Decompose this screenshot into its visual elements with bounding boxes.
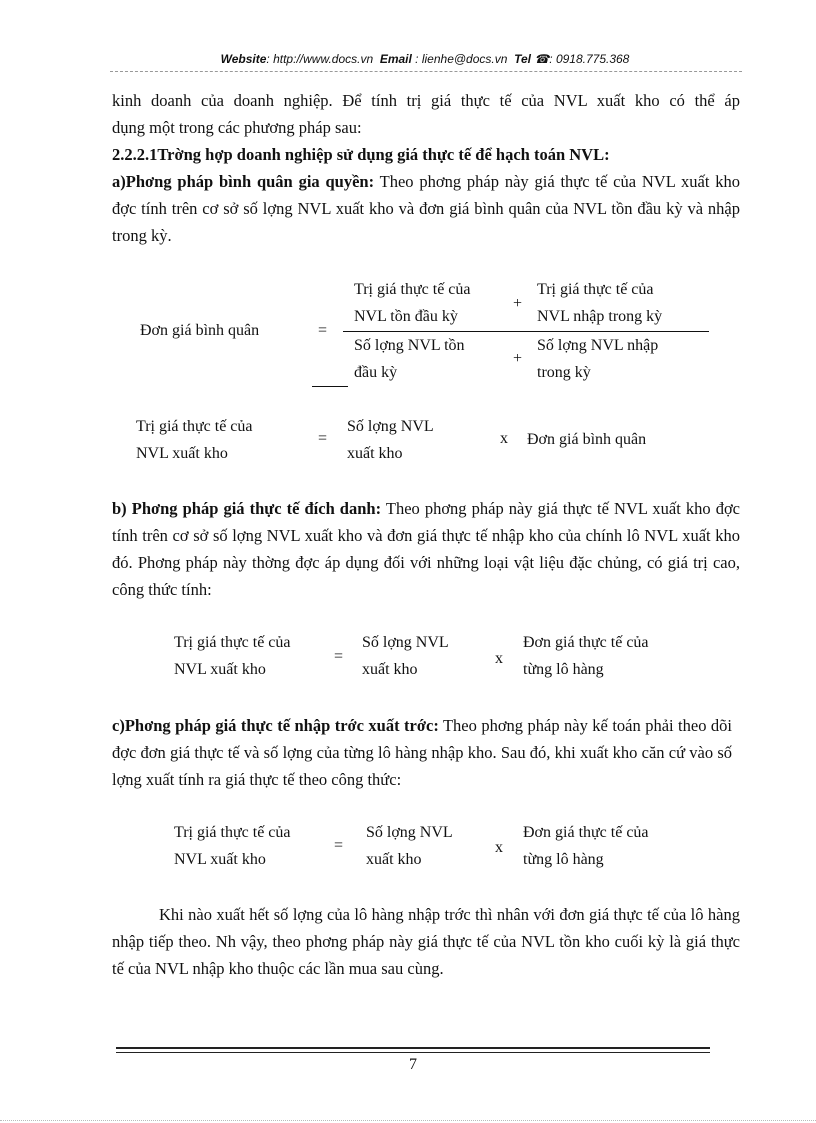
footer-rule-thick: [116, 1047, 710, 1049]
formula1-plus-top: +: [513, 295, 523, 312]
formula2-left-line1: Trị giá thực tế của: [136, 418, 253, 435]
formula1-den1-line1: Số lợng NVL tồn: [354, 337, 465, 354]
formula1-num2-line1: Trị giá thực tế của: [537, 281, 654, 298]
closing-paragraph: Khi nào xuất hết số lợng của lô hàng nhập trớc thì nhân với đơn giá thực tế của lô hàng nhập tiếp theo. Nh vậy, theo phơng pháp này giá thực tế của NVL tồn kho cuối kỳ là giá thực tế của NVL nhập kho thuộc các lần mua sau cùng.: [112, 905, 740, 978]
method-b-text: Theo phơng pháp này giá thực tế NVL xuất kho đợc tính trên cơ sở số lợng NVL xuất kho và đơn giá thực tế nhập kho của chính lô NVL xuất kho đó. Phơng pháp này thờng đợc áp dụng đối với những loại vật liệu đặc chủng, có giá trị cao, công thức tính:: [112, 499, 740, 599]
email-value: : lienhe@docs.vn: [415, 52, 508, 66]
formula2-equals: =: [318, 430, 328, 447]
formula1-equals: =: [318, 322, 328, 339]
method-c-paragraph: [112, 712, 732, 793]
section-heading: 2.2.2.1Trờng hợp doanh nghiệp sử dụng giá thực tế để hạch toán NVL:: [112, 145, 610, 164]
formula3-right-line1: Đơn giá thực tế của: [523, 634, 649, 651]
formula4-left-line1: Trị giá thực tế của: [174, 824, 291, 841]
method-a-text: Theo phơng pháp này giá thực tế của NVL xuất kho đợc tính trên cơ sở số lợng NVL xuất kho và đơn giá bình quân của NVL tồn đầu kỳ và nhập trong kỳ.: [112, 172, 741, 245]
phone-icon: ☎: [534, 52, 550, 66]
method-b-heading: b) Phơng pháp giá thực tế đích danh:: [112, 499, 382, 518]
page-number: 7: [409, 1056, 417, 1073]
formula4-right-line1: Đơn giá thực tế của: [523, 824, 649, 841]
formula1-underline: [312, 386, 348, 387]
formula3-mid-line2: xuất kho: [362, 661, 418, 678]
formula1-plus-bottom: +: [513, 350, 523, 367]
formula4-left-line2: NVL xuất kho: [174, 851, 266, 868]
formula3-times: x: [495, 650, 503, 667]
formula1-num1-line2: NVL tồn đầu kỳ: [354, 308, 458, 325]
method-a-paragraph: [112, 168, 740, 249]
formula1-den2-line2: trong kỳ: [537, 364, 591, 381]
formula1-den2-line1: Số lợng NVL nhập: [537, 337, 659, 354]
method-c-heading: c)Phơng pháp giá thực tế nhập trớc xuất trớc:: [112, 716, 439, 735]
formula4-times: x: [495, 839, 503, 856]
page-bottom-border: [0, 1120, 816, 1121]
header-divider: [110, 71, 742, 72]
formula1-left: Đơn giá bình quân: [140, 322, 260, 339]
formula2-mid-line1: Số lợng NVL: [347, 418, 434, 435]
formula3-left-line1: Trị giá thực tế của: [174, 634, 291, 651]
method-b-paragraph: [112, 495, 740, 603]
footer-rule-thin: [116, 1052, 710, 1053]
page-header: [110, 52, 740, 66]
website-value: : http://www.docs.vn: [266, 52, 374, 66]
formula4-mid-line1: Số lợng NVL: [366, 824, 453, 841]
intro-line-1: kinh doanh của doanh nghiệp. Để tính trị giá thực tế của NVL xuất kho có thể áp: [112, 91, 740, 110]
formula4-mid-line2: xuất kho: [366, 851, 422, 868]
formula2-times: x: [500, 430, 508, 447]
tel-value: : 0918.775.368: [549, 52, 630, 66]
method-a-heading: a)Phơng pháp bình quân gia quyền:: [112, 172, 375, 191]
website-label: Website: [220, 52, 267, 66]
email-label: Email: [379, 52, 412, 66]
formula2-left-line2: NVL xuất kho: [136, 445, 228, 462]
formula3-right-line2: từng lô hàng: [523, 661, 604, 678]
formula2-mid-line2: xuất kho: [347, 445, 403, 462]
method-c-text: Theo phơng pháp này kế toán phải theo dõi đợc đơn giá thực tế và số lợng của từng lô hàng nhập kho. Sau đó, khi xuất kho căn cứ vào số lợng xuất tính ra giá thực tế theo công thức:: [112, 716, 732, 789]
formula4-right-line2: từng lô hàng: [523, 851, 604, 868]
tel-label: Tel: [514, 52, 531, 66]
formula2-right: Đơn giá bình quân: [527, 431, 647, 448]
formula4-equals: =: [334, 837, 344, 854]
formula1-num1-line1: Trị giá thực tế của: [354, 281, 471, 298]
formula3-equals: =: [334, 648, 344, 665]
formula3-left-line2: NVL xuất kho: [174, 661, 266, 678]
intro-line-2: dụng một trong các phương pháp sau:: [112, 118, 362, 137]
formula1-num2-line2: NVL nhập trong kỳ: [537, 308, 663, 325]
formula1-den1-line2: đầu kỳ: [354, 364, 398, 381]
formula3-mid-line1: Số lợng NVL: [362, 634, 449, 651]
